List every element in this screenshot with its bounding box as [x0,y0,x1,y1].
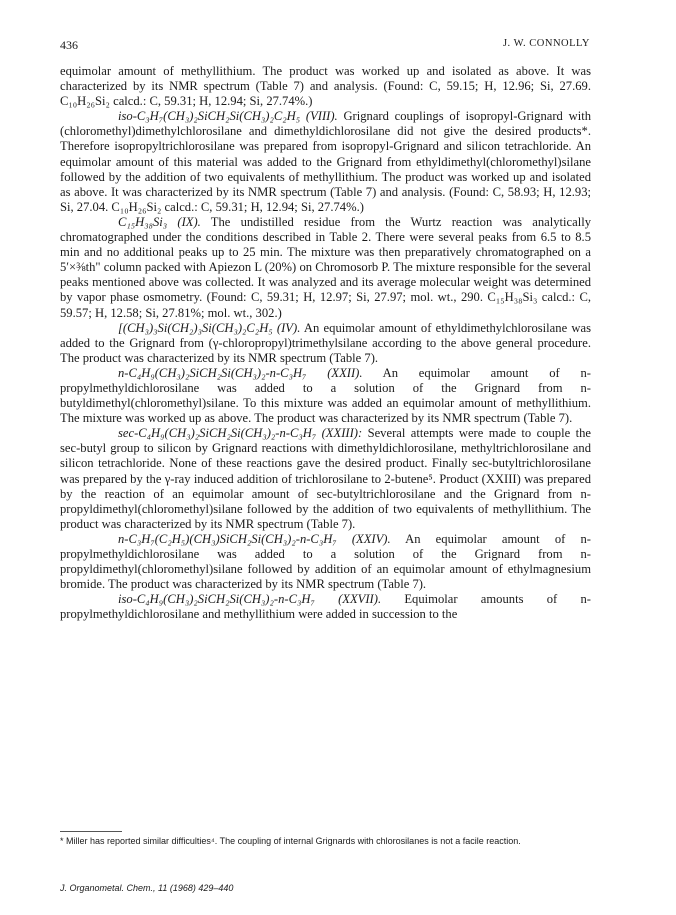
paragraph-compound-viii [60,109,591,215]
compound-heading: n-C₃H₇(C₂H₅)(CH₃)SiCH₂Si(CH₃)₂-n-C₃H₇ (XXIV). [118,531,391,546]
compound-heading: n-C₄H₉(CH₃)₂SiCH₂Si(CH₃)₂-n-C₃H₇ (XXII). [118,365,363,380]
paragraph-text: An equimolar amount of n-propylmethyldichlorosilane was added to a solution of the Grignard from n-propyldimethyl(chloromethyl)silane followed by addition of an equimolar amount of ethylmagnesium bromide. The product was characterized by its NMR spectrum (Table 7). [60,531,591,592]
footnote-divider [60,831,122,832]
paragraph-compound-iv [60,321,591,366]
paragraph-compound-xxii [60,366,591,426]
paragraph-text: The undistilled residue from the Wurtz reaction was analytically chromatographed under the conditions described in Table 2. There were several peaks from 6.5 to 8.5 min and no additional peaks up to 25 min. The mixture was then preparatively chromatographed on a 5′×⅜th" column packed with Apiezon L (20%) on Chromosorb P. The mixture responsible for the several peaks mentioned above was collected. It was analyzed and its average molecular weight was determined by vapor phase osmometry. (Found: C, 59.31; H, 12.97; Si, 27.97; mol. wt., 290. C₁₅H₃₈Si₃ calcd.: C, 59.57; H, 12.58; Si, 27.81%; mol. wt., 302.) [60,214,591,320]
compound-heading: iso-C₄H₉(CH₃)₂SiCH₂Si(CH₃)₂-n-C₃H₇ (XXVII). [118,592,382,607]
paragraph-text: An equimolar amount of ethyldimethylchlorosilane was added to the Grignard from (γ-chloropropyl)trimethylsilane according to the above general procedure. The product was characterized by its NMR spectrum (Table 7). [60,320,591,365]
compound-heading: iso-C₃H₇(CH₃)₂SiCH₂Si(CH₃)₂C₂H₅ (VIII). [118,109,338,124]
body-text [60,64,591,622]
paragraph-text: equimolar amount of methyllithium. The product was worked up and isolated as above. It was characterized by its NMR spectrum (Table 7) and analysis. (Found: C, 59.15; H, 12.96; Si, 27.69. C₁₀H₂₆Si₂ calcd.: C, 59.31; H, 12.94; Si, 27.74%.) [60,64,591,109]
paragraph-text: An equimolar amount of n-propylmethyldichlorosilane was added to a solution of the Grignard from n-butyldimethyl(chloromethyl)silane. To this mixture was added an equimolar amount of methyllithium. The mixture was worked up as above. The product was characterized by its NMR spectrum (Table 7). [60,365,591,426]
paragraph-continuation [60,64,591,109]
compound-heading: [(CH₃)₃Si(CH₂)₃Si(CH₃)₂C₂H₅ (IV). [118,320,301,335]
paragraph-compound-xxiii [60,426,591,532]
paragraph-compound-ix [60,215,591,321]
paragraph-compound-xxiv [60,532,591,592]
running-head: J. W. CONNOLLY [502,38,590,49]
paragraph-text: Grignard couplings of isopropyl-Grignard with (chloromethyl)dimethylchlorosilane and dimethyldichlorosilane did not give the desired products*. Therefore isopropyltrichlorosilane was prepared from isopropyl-Grignard and silicon tetrachloride. An equimolar amount of this material was added to the Grignard from ethyldimethyl(chloromethyl)silane followed by the addition of two equivalents of methyllithium. The product was worked up and isolated as above. It was characterized by its NMR spectrum (Table 7) and analysis. (Found: C, 58.93; H, 12.93; Si, 27.04. C₁₀H₂₆Si₂ calcd.: C, 59.31; H, 12.94; Si, 27.74%.) [60,109,591,214]
journal-citation: J. Organometal. Chem., 11 (1968) 429–440 [60,883,234,893]
compound-heading: sec-C₄H₉(CH₃)₂SiCH₂Si(CH₃)₂-n-C₃H₇ (XXIII): [118,426,363,441]
paragraph-text: Equimolar amounts of n-propylmethyldichlorosilane and methyllithium were added in succession to the [60,592,591,622]
paragraph-text: Several attempts were made to couple the sec-butyl group to silicon by Grignard reactions with dimethyldichlorosilane, methyltrichlorosilane and silicon tetrachloride. None of these reactions gave the desired product. Finally sec-butyltrichlorosilane was prepared by the γ-ray induced addition of trichlorosilane to 2-butene⁵. Product (XXIII) was prepared by the reaction of an equimolar amount of sec-butyltrichlorosilane and the Grignard from n-propyldimethyl(chloromethyl)silane followed by the addition of two equivalents of methyllithium. The product was characterized by its NMR spectrum (Table 7). [60,426,591,531]
footnote: * Miller has reported similar difficulties⁴. The coupling of internal Grignards with chlorosilanes is not a facile reaction. [60,836,521,846]
paragraph-compound-xxvii [60,592,591,622]
page-header [60,38,590,54]
compound-heading: C₁₅H₃₈Si₃ (IX). [118,214,201,229]
page-number: 436 [60,38,78,52]
